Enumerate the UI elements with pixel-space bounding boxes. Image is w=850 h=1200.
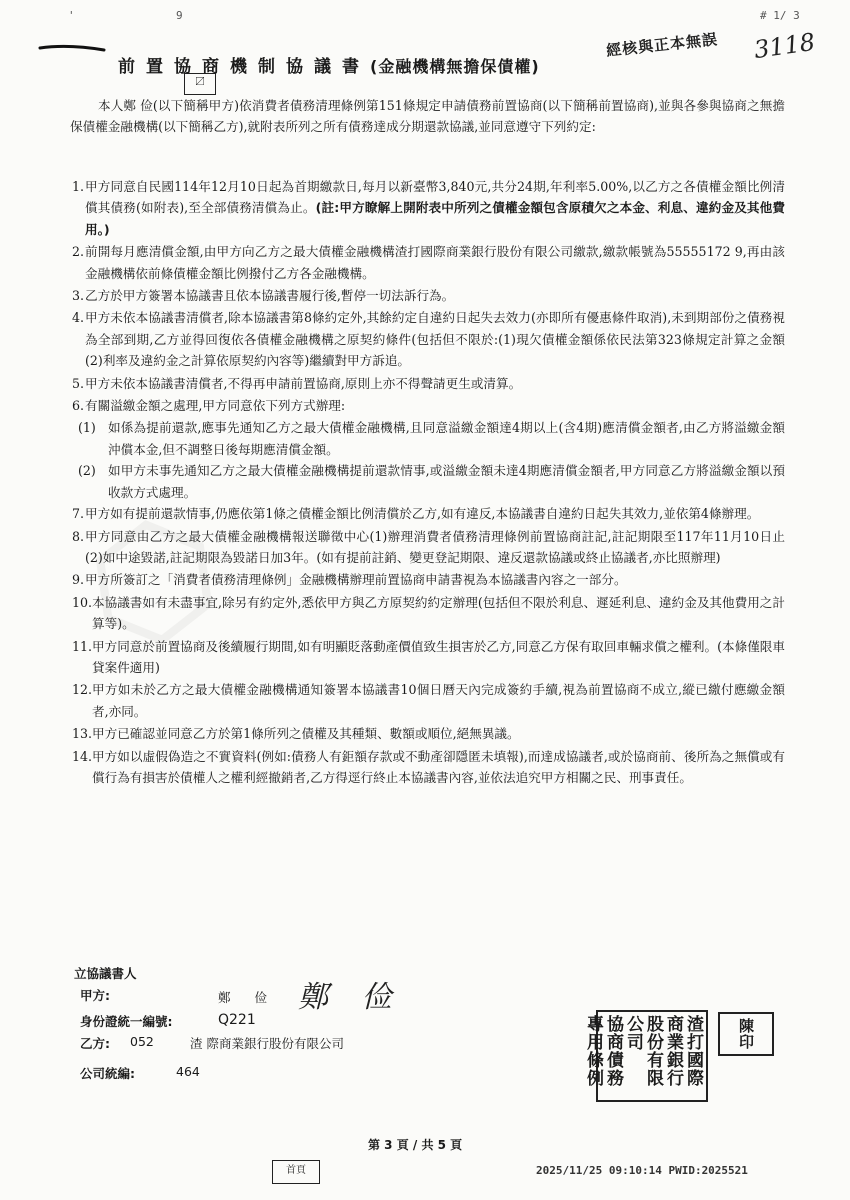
clause-7 <box>72 503 785 524</box>
clause-number: 3. <box>72 288 85 304</box>
print-timestamp: 2025/11/25 09:10:14 PWID:2025521 <box>536 1164 748 1177</box>
sub-number: (1) <box>78 420 96 436</box>
clause-11 <box>72 636 785 679</box>
handwritten-note: 3118 <box>752 27 817 65</box>
company-id-label: 公司統編: <box>80 1066 135 1081</box>
clause-8 <box>72 526 785 569</box>
clause-text: 甲方同意由乙方之最大債權金融機構報送聯徵中心(1)辦理消費者債務清理條例前置協商註記,註記期限至117年11月10日止(2)如中途毀諾,註記期限為毀諾日加3年。(如有提前註銷、變更登記期限、違反還款協議或終止協議者,亦比照辦理) <box>85 528 785 565</box>
fax-page-of: # 1/ 3 <box>760 9 800 22</box>
clause-text: 甲方同意於前置協商及後續履行期間,如有明顯貶落動產價值致生損害於乙方,同意乙方保有取回車輛求償之權利。(本條僅限車貸案件適用) <box>92 638 785 675</box>
clause-2 <box>72 241 785 284</box>
clause-text: 甲方未依本協議書清償者,除本協議書第8條約定外,其餘約定自違約日起失去效力(亦即所有優惠條件取消),未到期部份之債務視為全部到期,乙方並得回復依各債權金融機構之原契約條件(包括但不限於:(1)現欠債權金額係依民法第323條規定計算之金額(2)利率及違約金之計算依原契約內容等)繼續對甲方訴追。 <box>85 310 785 369</box>
clause-number: 12. <box>72 682 93 698</box>
handwritten-dash <box>38 40 108 54</box>
clause-text: 甲方如有提前還款情事,仍應依第1條之債權金額比例清償於乙方,如有違反,本協議書自違約日起失其效力,並依第4條辦理。 <box>85 506 760 522</box>
party-a-name: 鄭 俭 <box>218 990 277 1005</box>
clause-number: 4. <box>72 310 85 326</box>
bank-seal-col: 渣打國際 <box>683 1015 703 1087</box>
sub-text: 如甲方未事先通知乙方之最大債權金融機構提前還款情事,或溢繳金額未達4期應清償金額者,甲方同意乙方將溢繳金額以預收款方式處理。 <box>108 463 785 500</box>
bank-seal-col: 商業銀行 <box>663 1015 683 1087</box>
page-number: 第 3 頁 / 共 5 頁 <box>368 1138 463 1152</box>
bank-seal-col: 公司 <box>623 1015 643 1051</box>
fax-header-left-marks: ' <box>68 9 75 22</box>
clause-number: 13. <box>72 726 93 742</box>
clause-number: 6. <box>72 398 85 414</box>
id-value: Q221 <box>218 1012 256 1028</box>
clause-text: 甲方如未於乙方之最大債權金融機構通知簽署本協議書10個日曆天內完成簽約手續,視為前置協商不成立,縱已繳付應繳金額者,亦同。 <box>92 682 785 719</box>
clause-4 <box>72 307 785 371</box>
document-title <box>118 52 758 77</box>
clause-number: 8. <box>72 528 85 544</box>
clauses-list <box>72 176 785 789</box>
title-main: 前置協商機制協議書 <box>118 57 370 77</box>
clause-number: 2. <box>72 244 85 260</box>
bank-seal-col: 專用條例 <box>583 1015 603 1087</box>
clause-number: 14. <box>72 748 93 764</box>
small-seal-text: 陳印 <box>737 1018 755 1050</box>
company-id-value: 464 <box>176 1064 200 1079</box>
clause-12 <box>72 679 785 722</box>
party-b-name: 渣 際商業銀行股份有限公司 <box>190 1036 344 1051</box>
fax-page-marker: 9 <box>176 9 183 22</box>
clause-5 <box>72 373 785 394</box>
signatories-heading: 立協議書人 <box>74 966 137 981</box>
clause-text: 有關溢繳金額之處理,甲方同意依下列方式辦理: <box>85 398 346 414</box>
clause-text: 甲方同意自民國114年12月10日起為首期繳款日,每月以新臺幣3,840元,共分24期,年利率5.00%,以乙方之各債權金額比例清償其債務(如附表),至全部債務清償為止。(註:甲方瞭解上開附表中所列之債權金額包含原積欠之本金、利息、違約金及其他費用。) <box>85 179 785 237</box>
clause-text: 甲方未依本協議書清償者,不得再申請前置協商,原則上亦不得聲請更生或清算。 <box>85 375 522 391</box>
bottom-left-seal <box>272 1160 320 1184</box>
bottom-left-seal-text: 首頁 <box>286 1165 306 1176</box>
intro-paragraph: 本人鄭 俭(以下簡稱甲方)依消費者債務清理條例第151條規定申請債務前置協商(以下簡稱前置協商),並與各參與協商之無擔保債權金融機構(以下簡稱乙方),就附表所列之所有債務達成分期還款協議,並同意遵守下列約定: <box>70 98 785 135</box>
clause-text: 甲方已確認並同意乙方於第1條所列之債權及其種類、數額或順位,絕無異議。 <box>92 726 520 742</box>
clause-text: 甲方所簽訂之「消費者債務清理條例」金融機構辦理前置協商申請書視為本協議書內容之一部分。 <box>85 572 627 588</box>
bank-seal-col: 股份有限 <box>643 1015 663 1087</box>
certified-copy-stamp: 經核與正本無誤 <box>605 30 719 60</box>
id-label: 身份證統一編號: <box>80 1014 173 1029</box>
clause-9 <box>72 569 785 590</box>
clause-text: 乙方於甲方簽署本協議書且依本協議書履行後,暫停一切法訴行為。 <box>85 288 455 304</box>
sub-number: (2) <box>78 463 96 479</box>
clause-14 <box>72 746 785 789</box>
party-b-code: 052 <box>130 1034 154 1049</box>
party-a-signature: 鄭 俭 <box>298 980 404 1015</box>
clause-number: 1. <box>72 179 85 194</box>
bank-seal <box>583 1010 708 1102</box>
party-a-label: 甲方: <box>80 988 110 1003</box>
clause-6-sub-1 <box>78 417 785 460</box>
clause-number: 5. <box>72 375 85 391</box>
clause-text: 本協議書如有未盡事宜,除另有約定外,悉依甲方與乙方原契約約定辦理(包括但不限於利息、遲延利息、違約金及其他費用之計算等)。 <box>92 594 785 632</box>
clause-text: 甲方如以虛假偽造之不實資料(例如:債務人有鉅額存款或不動產卻隱匿未填報),而達成協議者,或於協商前、後所為之無償或有償行為有損害於債權人之權利經撤銷者,乙方得逕行終止本協議書內容,並依法追究甲方相關之民、刑事責任。 <box>92 748 785 785</box>
clause-13 <box>72 723 785 744</box>
clause-3 <box>72 285 785 306</box>
clause-number: 9. <box>72 572 85 588</box>
clause-10 <box>72 592 785 635</box>
bank-seal-col: 協商債務 <box>603 1015 623 1087</box>
clause-number: 11. <box>72 638 93 654</box>
title-suffix: (金融機構無擔保債權) <box>370 57 540 76</box>
clause-6 <box>72 395 785 416</box>
sub-text: 如係為提前還款,應事先通知乙方之最大債權金融機構,且同意溢繳金額達4期以上(含4期)應清償金額者,由乙方將溢繳金額沖償本金,但不調整日後每期應清償金額。 <box>108 420 785 457</box>
clause-number: 10. <box>72 594 93 610</box>
party-b-label: 乙方: <box>80 1036 110 1051</box>
clause-number: 7. <box>72 506 85 522</box>
clause-text: 前開每月應清償金額,由甲方向乙方之最大債權金融機構渣打國際商業銀行股份有限公司繳款,繳款帳號為55555172 9,再由該金融機構依前條債權金額比例撥付乙方各金融機構。 <box>85 244 785 281</box>
corner-seal: 〼 <box>184 73 216 95</box>
clause-6-sub-2 <box>78 460 785 503</box>
clause-1 <box>72 176 785 240</box>
clause-note: (註:甲方瞭解上開附表中所列之債權金額包含原積欠之本金、利息、違約金及其他費用。) <box>85 200 785 237</box>
small-seal <box>718 1012 774 1056</box>
